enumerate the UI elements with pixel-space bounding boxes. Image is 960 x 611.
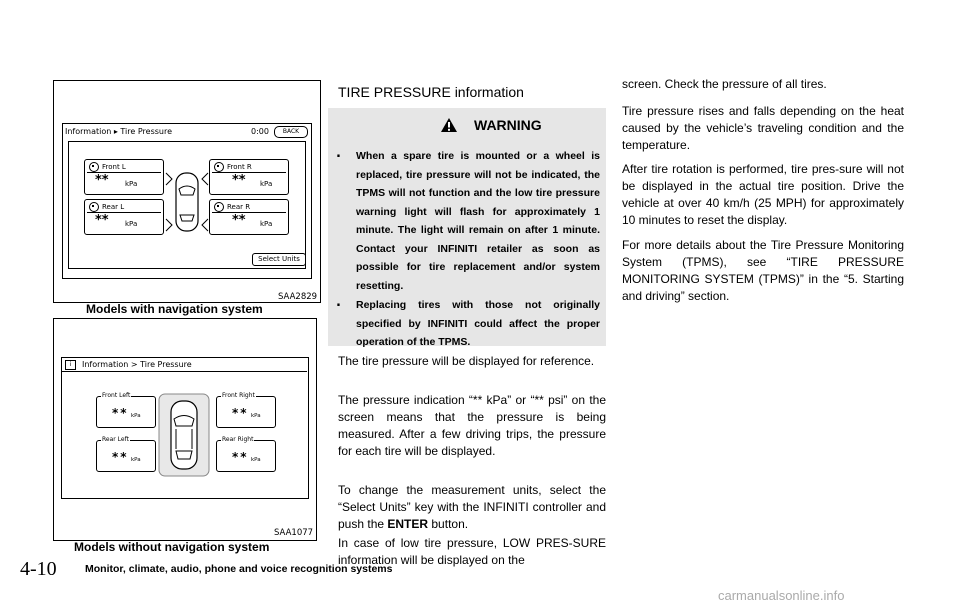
tire-value: ** <box>112 450 129 464</box>
page-number: 4-10 <box>20 558 57 580</box>
tire-unit: kPa <box>260 180 273 188</box>
tire-value: ** <box>232 213 246 228</box>
paragraph: After tire rotation is performed, tire pres-sure will not be displayed in the actual tire position. Drive the vehicle at over 40 km/h (25 MPH) for approximately 10 minutes to reset the display. <box>622 162 904 227</box>
tire-value: ** <box>95 173 109 188</box>
tire-value: ** <box>232 450 249 464</box>
section-title: TIRE PRESSURE information <box>338 84 524 100</box>
tire-label: Front L <box>102 163 126 171</box>
paragraph: The tire pressure will be displayed for reference. <box>338 354 595 368</box>
back-button: BACK <box>274 126 308 138</box>
tire-value: ** <box>232 406 249 420</box>
tire-icon <box>89 202 99 212</box>
tire-unit: kPa <box>131 457 141 463</box>
paragraph: The pressure indication “** kPa” or “** psi” on the screen means that the pressure is being measured. After a few driving trips, the pressure for each tire will be displayed. <box>338 393 606 458</box>
tire-label: Rear Right <box>222 436 254 443</box>
screen-header-title: Information ▸ Tire Pressure <box>65 127 173 136</box>
figure-without-navigation <box>53 318 317 541</box>
tire-value: ** <box>232 173 246 188</box>
tire-box-rear-left <box>96 436 156 472</box>
tire-icon <box>214 202 224 212</box>
select-units-button: Select Units <box>252 253 306 266</box>
tire-box-front-right <box>209 159 289 195</box>
figure-caption: Models with navigation system <box>86 302 263 316</box>
warning-title: WARNING <box>474 117 542 133</box>
info-icon: i <box>65 360 76 370</box>
tire-unit: kPa <box>131 413 141 419</box>
tire-icon <box>89 162 99 172</box>
tire-unit: kPa <box>125 180 138 188</box>
bullet-marker: . <box>336 146 341 161</box>
warning-triangle-icon <box>440 117 458 133</box>
watermark: carmanualsonline.info <box>718 588 845 603</box>
tire-unit: kPa <box>260 220 273 228</box>
tire-label: Front Right <box>222 392 255 399</box>
tire-value: ** <box>112 406 129 420</box>
tire-unit: kPa <box>125 220 138 228</box>
paragraph: Tire pressure rises and falls depending on the heat caused by the vehicle’s traveling condition and the temperature. <box>622 104 904 152</box>
warning-header <box>440 117 542 133</box>
bullet-marker: . <box>336 295 341 310</box>
screen-clock: 0:00 <box>251 127 269 136</box>
figure-code: SAA1077 <box>274 528 314 538</box>
tire-box-rear-right <box>216 436 276 472</box>
figure-caption: Models without navigation system <box>74 540 270 554</box>
screen-header-title: Information > Tire Pressure <box>82 360 192 369</box>
tire-box-front-left <box>84 159 164 195</box>
paragraph: For more details about the Tire Pressure Monitoring System (TPMS), see “TIRE PRESSURE MONITORING SYSTEM (TPMS)” in the “5. Starting and driving” section. <box>622 238 904 303</box>
tire-label: Rear R <box>227 203 251 211</box>
tire-box-rear-left <box>84 199 164 235</box>
tire-box-front-left <box>96 392 156 428</box>
figure-with-navigation <box>53 80 321 303</box>
car-top-view-icon <box>158 393 210 477</box>
car-top-view-icon <box>164 167 210 239</box>
tire-unit: kPa <box>251 457 261 463</box>
figure-code: SAA2829 <box>278 292 318 302</box>
tire-label: Rear L <box>102 203 125 211</box>
tire-icon <box>214 162 224 172</box>
paragraph: In case of low tire pressure, LOW PRES-SURE information will be displayed on the <box>338 536 606 567</box>
tire-label: Rear Left <box>102 436 129 443</box>
tire-box-front-right <box>216 392 276 428</box>
tire-unit: kPa <box>251 413 261 419</box>
tire-label: Front R <box>227 163 252 171</box>
warning-bullet-2: Replacing tires with those not originally specified by INFINITI could affect the proper operation of the TPMS. <box>356 299 600 348</box>
paragraph: To change the measurement units, select the “Select Units” key with the INFINITI controller and push the ENTER button. <box>338 483 606 531</box>
tire-label: Front Left <box>102 392 131 399</box>
tire-value: ** <box>95 213 109 228</box>
tire-box-rear-right <box>209 199 289 235</box>
chapter-title: Monitor, climate, audio, phone and voice recognition systems <box>85 563 393 575</box>
warning-bullet-1: When a spare tire is mounted or a wheel is replaced, tire pressure will not be indicated, the TPMS will not function and the low tire pressure warning light will flash for approximately 1 minute. The light will remain on after 1 minute. Contact your INFINITI retailer as soon as possible for tire replacement and/or system resetting. <box>356 150 600 292</box>
paragraph-continued: screen. Check the pressure of all tires. <box>622 77 827 91</box>
